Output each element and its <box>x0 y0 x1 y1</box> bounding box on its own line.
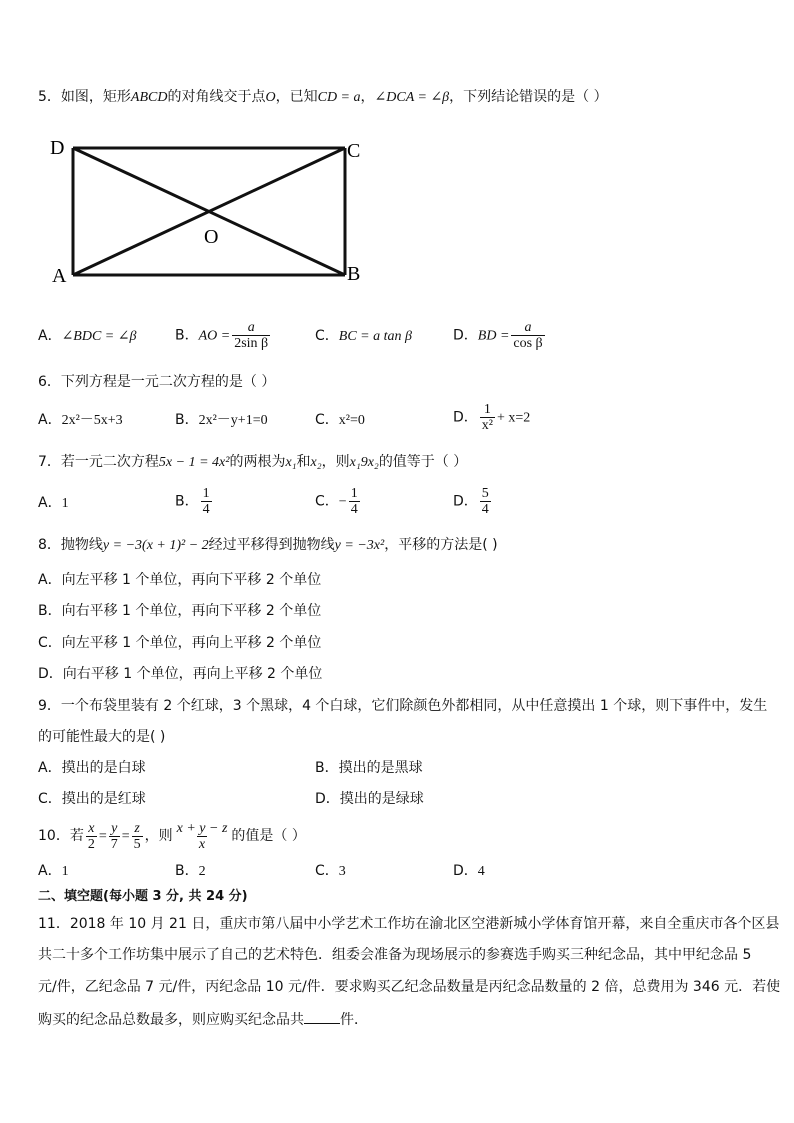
fraction-denominator: 5 <box>133 836 141 852</box>
fraction-numerator: x <box>88 820 95 836</box>
option-label: A． <box>38 495 62 511</box>
q7-root-2: x₂ <box>310 455 322 470</box>
option-label: D． <box>453 863 478 879</box>
q6-option-b[interactable] <box>175 410 268 431</box>
option-label: B． <box>175 493 199 510</box>
option-label: B． <box>175 863 199 879</box>
q8-option-a[interactable]: A．向左平移 1 个单位，再向下平移 2 个单位 <box>38 572 322 588</box>
option-label: D． <box>453 409 478 426</box>
fraction-denominator: x² <box>481 418 493 433</box>
fraction-denominator: cos β <box>513 336 543 351</box>
q10-fraction-y <box>109 821 120 852</box>
option-label: B． <box>175 412 199 428</box>
q5-text-5: ，下列结论错误的是（ ） <box>449 89 608 105</box>
option-expr: 2x²－5x+3 <box>61 413 123 428</box>
q5-number: 5． <box>38 89 61 105</box>
q11-line-4 <box>38 1009 368 1030</box>
fraction-numerator: 1 <box>350 486 358 501</box>
q6-option-c[interactable] <box>315 410 365 431</box>
q8-parabola-2: y = −3x² <box>334 538 385 553</box>
fraction-numerator: 5 <box>481 486 489 501</box>
q6-stem: 6．下列方程是一元二次方程的是（ ） <box>38 374 276 390</box>
q10-text-2: ，则 <box>144 828 173 844</box>
q8-option-b[interactable]: B．向右平移 1 个单位，再向下平移 2 个单位 <box>38 603 322 619</box>
q9-option-c[interactable]: C．摸出的是红球 <box>38 791 146 807</box>
option-sign: − <box>338 494 347 510</box>
option-label: C． <box>315 493 339 510</box>
q10-fraction-z <box>132 821 143 852</box>
q5-cd-eq: CD = a <box>317 90 361 105</box>
fraction-denominator: 4 <box>350 502 358 517</box>
fraction-numerator: 1 <box>483 402 491 417</box>
option-label: C． <box>315 328 339 344</box>
q9-stem-line-2: 的可能性最大的是( ) <box>38 729 166 745</box>
q10-stem <box>38 818 306 855</box>
q8-option-d[interactable]: D．向右平移 1 个单位，再向上平移 2 个单位 <box>38 666 323 682</box>
q10-text-1: 10．若 <box>38 828 84 844</box>
option-fraction <box>349 486 360 517</box>
q11-line-1: 11．2018 年 10 月 21 日，重庆市第八届中小学艺术工作坊在渝北区空港新城小学体育馆开幕，来自全重庆市各个区县 <box>38 916 780 932</box>
q7-text-4: 的值等于（ ） <box>378 454 468 470</box>
option-expr: BC = a tan β <box>338 329 412 344</box>
q5-text-4: ， <box>360 89 375 105</box>
option-rest: + x=2 <box>496 410 531 426</box>
q7-option-d[interactable] <box>453 486 493 517</box>
fraction-numerator: x + y − z <box>176 820 228 836</box>
option-expr: x²=0 <box>338 413 365 428</box>
option-value: 1 <box>61 864 69 879</box>
option-value: 4 <box>477 864 485 879</box>
q11-text-after-blank: 件． <box>340 1012 368 1028</box>
label-o: O <box>204 226 219 248</box>
q7-option-c[interactable] <box>315 486 362 517</box>
q9-option-b[interactable]: B．摸出的是黑球 <box>315 760 423 776</box>
q5-option-c[interactable] <box>315 326 412 347</box>
q7-stem <box>38 452 467 473</box>
option-label: A． <box>38 412 62 428</box>
q5-option-b[interactable] <box>175 320 272 351</box>
q6-option-a[interactable] <box>38 410 123 431</box>
fraction-numerator: 1 <box>202 486 210 501</box>
option-fraction <box>480 486 491 517</box>
option-label: A． <box>38 863 62 879</box>
label-c: C <box>347 140 361 162</box>
q7-option-b[interactable] <box>175 486 214 517</box>
q11-text-before-blank: 购买的纪念品总数最多，则应购买纪念品共 <box>38 1012 304 1028</box>
q8-text-3: ，平移的方法是( ) <box>384 537 498 553</box>
q5-option-a[interactable] <box>38 326 136 347</box>
equals-sign: = <box>98 829 107 844</box>
q10-option-d[interactable] <box>453 861 485 882</box>
option-value: 2 <box>198 864 206 879</box>
q11-answer-blank[interactable] <box>304 1009 340 1024</box>
fraction-numerator: z <box>134 820 140 836</box>
option-label: D． <box>453 493 478 510</box>
section-heading-fill-in: 二、填空题(每小题 3 分, 共 24 分) <box>38 889 248 904</box>
q8-stem <box>38 535 498 556</box>
label-a: A <box>52 265 67 287</box>
q10-fraction-x <box>86 821 97 852</box>
fraction-numerator: y <box>111 820 118 836</box>
option-label: C． <box>315 412 339 428</box>
q5-stem <box>38 87 608 108</box>
fraction-denominator: 4 <box>481 502 489 517</box>
option-fraction <box>480 402 495 433</box>
q7-option-a[interactable] <box>38 493 69 514</box>
q9-option-d[interactable]: D．摸出的是绿球 <box>315 791 424 807</box>
q8-option-c[interactable]: C．向左平移 1 个单位，再向上平移 2 个单位 <box>38 635 322 651</box>
fraction-numerator: a <box>247 320 255 335</box>
q8-text-2: 经过平移得到抛物线 <box>208 537 335 553</box>
q5-rectangle-figure <box>40 130 380 290</box>
option-fraction <box>232 320 270 351</box>
q8-text-1: 8．抛物线 <box>38 537 103 553</box>
fraction-denominator: 7 <box>110 836 118 852</box>
q5-option-d[interactable] <box>453 320 547 351</box>
q10-option-b[interactable] <box>175 861 206 882</box>
equals-sign: = <box>121 829 130 844</box>
option-lhs: BD = <box>477 328 510 344</box>
fraction-denominator: 2sin β <box>234 336 269 351</box>
option-fraction <box>201 486 212 517</box>
q10-option-a[interactable] <box>38 861 69 882</box>
option-value: 1 <box>61 496 69 511</box>
q7-equation: 5x − 1 = 4x² <box>158 455 230 470</box>
option-expr: ∠BDC = ∠β <box>61 329 137 344</box>
q5-angle-eq: ∠DCA = ∠β <box>374 90 450 105</box>
q6-option-d[interactable] <box>453 402 530 433</box>
q5-text-1: 如图，矩形 <box>60 89 131 105</box>
q10-option-c[interactable] <box>315 861 346 882</box>
option-fraction <box>511 320 544 351</box>
q10-text-3: 的值是（ ） <box>231 828 306 844</box>
q7-root-1: x₁ <box>285 455 297 470</box>
option-expr: 2x²－y+1=0 <box>198 413 268 428</box>
label-d: D <box>50 137 65 159</box>
q5-text-2: 的对角线交于点 <box>167 89 266 105</box>
q7-text-and: 和 <box>296 454 311 470</box>
option-label: A． <box>38 328 62 344</box>
q7-product: x₁9x₂ <box>349 455 379 470</box>
option-label: D． <box>453 327 478 344</box>
option-value: 3 <box>338 864 346 879</box>
label-b: B <box>347 263 361 285</box>
q5-text-3: ，已知 <box>275 89 318 105</box>
option-label: B． <box>175 327 199 344</box>
q8-parabola-1: y = −3(x + 1)² − 2 <box>102 538 209 553</box>
q11-line-2: 共二十多个工作坊集中展示了自己的艺术特色．组委会准备为现场展示的参赛选手购买三种纪念品，其中甲纪念品 5 <box>38 947 752 963</box>
fraction-numerator: a <box>524 320 532 335</box>
q7-text-2: 的两根为 <box>229 454 286 470</box>
q9-option-a[interactable]: A．摸出的是白球 <box>38 760 146 776</box>
option-label: C． <box>315 863 339 879</box>
q5-point-o: O <box>265 90 276 105</box>
fraction-denominator: 4 <box>202 502 210 517</box>
fraction-denominator: x <box>198 836 206 852</box>
q7-text-1: 7．若一元二次方程 <box>38 454 159 470</box>
q10-fraction-expr <box>175 821 230 852</box>
option-lhs: AO = <box>198 328 231 344</box>
q9-stem-line-1: 9．一个布袋里装有 2 个红球，3 个黑球，4 个白球，它们除颜色外都相同，从中任意摸出 1 个球，则下事件中，发生 <box>38 698 768 714</box>
q7-text-3: ，则 <box>321 454 350 470</box>
fraction-denominator: 2 <box>87 836 95 852</box>
q11-line-3: 元/件，乙纪念品 7 元/件，丙纪念品 10 元/件．要求购买乙纪念品数量是丙纪念品数量的 2 倍，总费用为 346 元．若使 <box>38 979 781 995</box>
q5-rect-name: ABCD <box>130 90 168 105</box>
